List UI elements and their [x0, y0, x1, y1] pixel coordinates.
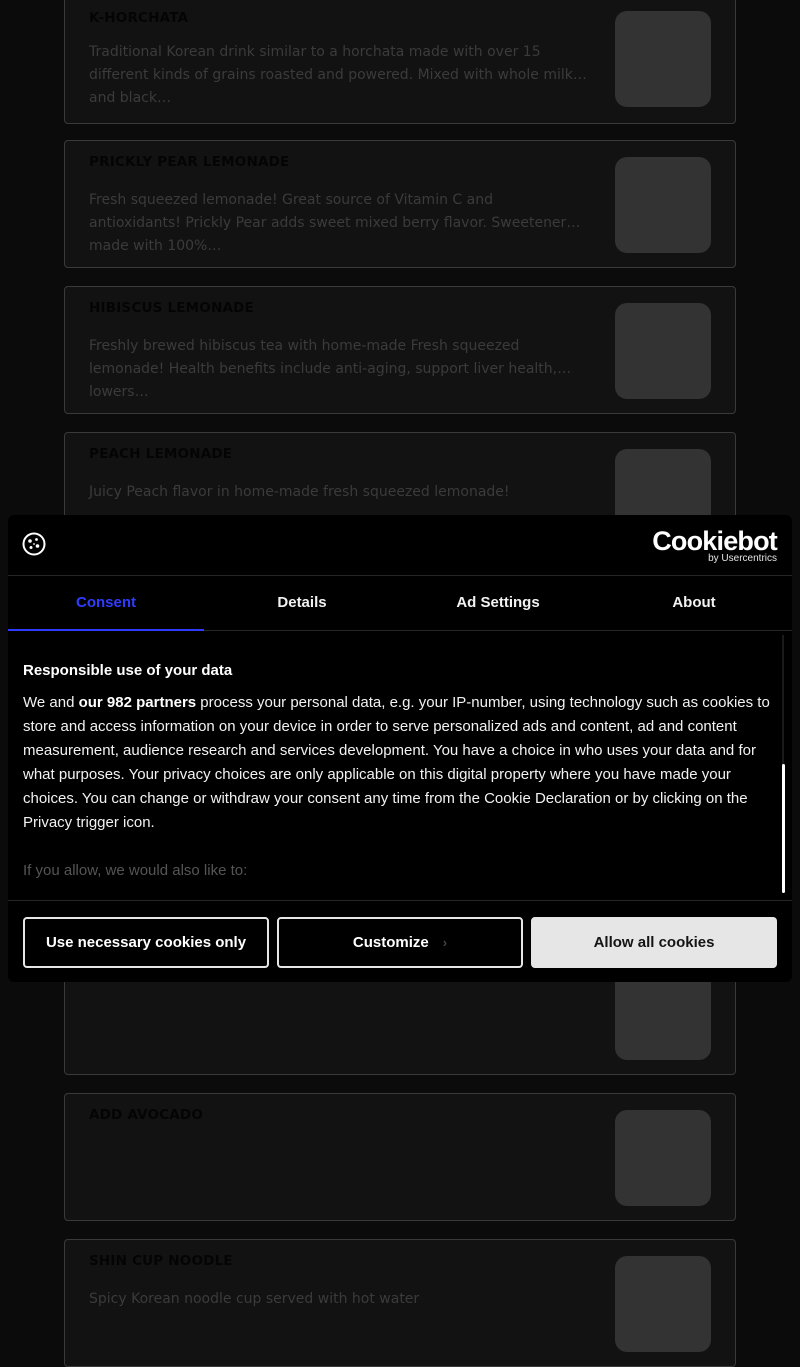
partners-link[interactable]: our 982 partners	[78, 694, 197, 711]
menu-item-description: Spicy Korean noodle cup served with hot water	[89, 1291, 420, 1307]
menu-item-card[interactable]	[64, 140, 736, 268]
menu-item-image	[615, 1256, 711, 1352]
menu-item-title: PRICKLY PEAR LEMONADE	[89, 154, 290, 170]
tab-ad-settings[interactable]: Ad Settings	[456, 594, 540, 611]
cookie-dialog-footer	[8, 900, 792, 983]
cookie-icon	[22, 532, 46, 556]
tab-consent[interactable]: Consent	[8, 576, 204, 630]
allow-all-cookies-button[interactable]: Allow all cookies	[531, 917, 777, 968]
consent-heading: Responsible use of your data	[23, 662, 233, 679]
menu-item-description: Juicy Peach flavor in home-made fresh squeezed lemonade!	[89, 484, 510, 500]
consent-more-text: If you allow, we would also like to:	[23, 862, 248, 879]
necessary-cookies-button[interactable]: Use necessary cookies only	[23, 917, 269, 968]
menu-item-card[interactable]	[64, 1239, 736, 1367]
menu-item-description: Traditional Korean drink similar to a horchata made with over 15 different kinds of grains roasted and powered. Mixed with whole milk and black…	[89, 44, 573, 106]
menu-item-description: Freshly brewed hibiscus tea with home-made Fresh squeezed lemonade! Health benefits include anti-aging, support liver health, lowers…	[89, 338, 558, 400]
tab-about[interactable]: About	[672, 594, 716, 611]
customize-button[interactable]	[277, 917, 523, 968]
cookie-tabs	[8, 576, 792, 631]
menu-item-card[interactable]	[64, 1093, 736, 1221]
cookie-consent-dialog	[8, 515, 792, 982]
consent-text	[23, 691, 773, 835]
menu-item-image	[615, 303, 711, 399]
cookie-dialog-header	[8, 515, 792, 576]
menu-item-description: Fresh squeezed lemonade! Great source of Vitamin C and antioxidants! Prickly Pear adds sweet mixed berry flavor. Sweetener made with 100%…	[89, 192, 567, 254]
brand-name: Cookiebot	[652, 526, 777, 556]
brand-subtitle: by Usercentrics	[708, 553, 777, 564]
consent-text-lead: We and	[23, 694, 79, 711]
menu-item-image	[615, 157, 711, 253]
menu-item-title: PEACH LEMONADE	[89, 446, 233, 462]
chevron-right-icon: ›	[442, 935, 448, 950]
menu-item-title: HIBISCUS LEMONADE	[89, 300, 254, 316]
cookiebot-logo[interactable]	[652, 528, 777, 564]
consent-text-rest: process your personal data, e.g. your IP-number, using technology such as cookies to store and access information on your device in order to serve personalized ads and content, ad and content measurement, audience research and services development. You have a choice in who uses your data and for what purposes. Your privacy choices are only applicable on this digital property where you have made your choices. You can change or withdraw your consent any time from the Cookie Declaration or by clicking on the Privacy trigger icon.	[23, 694, 770, 831]
menu-item-title: K-HORCHATA	[89, 10, 189, 26]
menu-item-title: SHIN CUP NOODLE	[89, 1253, 233, 1269]
menu-item-card[interactable]	[64, 0, 736, 124]
consent-scrollbar-thumb[interactable]	[782, 764, 785, 893]
menu-item-image	[615, 11, 711, 107]
menu-item-card[interactable]	[64, 286, 736, 414]
menu-item-title: ADD AVOCADO	[89, 1107, 204, 1123]
consent-body	[23, 661, 773, 891]
menu-item-image	[615, 1110, 711, 1206]
customize-label: Customize	[352, 934, 429, 951]
tab-details[interactable]: Details	[277, 594, 327, 611]
